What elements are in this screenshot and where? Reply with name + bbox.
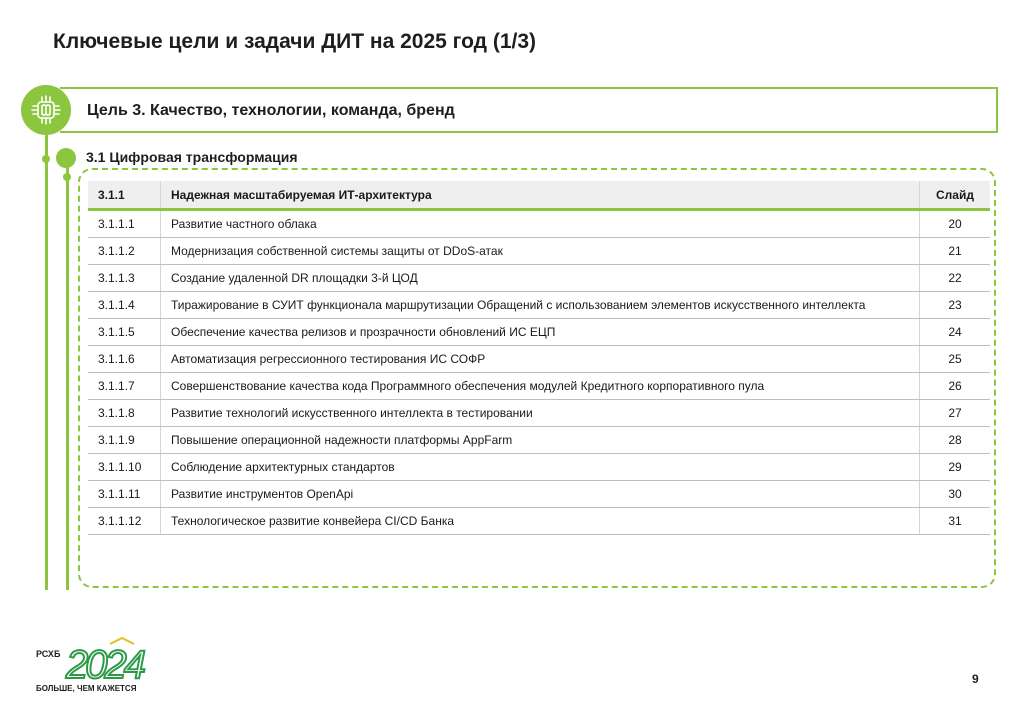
table-row [88,346,990,373]
row-code: 3.1.1.4 [88,292,161,319]
row-code: 3.1.1.3 [88,265,161,292]
table-row [88,454,990,481]
row-slide: 30 [920,481,991,508]
circuit-brain-icon [21,85,71,135]
table-row [88,481,990,508]
tree-line-primary [45,135,48,590]
row-slide: 26 [920,373,991,400]
table-row [88,427,990,454]
tree-node-dot [42,155,50,163]
row-slide: 22 [920,265,991,292]
row-name: Создание удаленной DR площадки 3-й ЦОД [161,265,920,292]
row-code: 3.1.1.6 [88,346,161,373]
page-title: Ключевые цели и задачи ДИТ на 2025 год (1/3) [53,30,537,53]
row-slide: 24 [920,319,991,346]
row-name: Обеспечение качества релизов и прозрачности обновлений ИС ЕЦП [161,319,920,346]
row-code: 3.1.1.12 [88,508,161,535]
row-code: 3.1.1.2 [88,238,161,265]
row-name: Технологическое развитие конвейера CI/CD Банка [161,508,920,535]
table-row [88,210,990,238]
section-bullet [56,148,76,168]
row-name: Тиражирование в СУИТ функционала маршрутизации Обращений с использованием элементов искусственного интеллекта [161,292,920,319]
row-name: Модернизация собственной системы защиты от DDoS-атак [161,238,920,265]
row-name: Развитие технологий искусственного интеллекта в тестировании [161,400,920,427]
row-slide: 23 [920,292,991,319]
row-code: 3.1.1.10 [88,454,161,481]
goal-title: Цель 3. Качество, технологии, команда, бренд [87,102,455,119]
section-title: 3.1 Цифровая трансформация [86,149,298,165]
tasks-table [88,181,990,535]
row-slide: 20 [920,210,991,238]
table-row [88,265,990,292]
header-name: Надежная масштабируемая ИТ-архитектура [161,181,920,210]
row-slide: 28 [920,427,991,454]
row-code: 3.1.1.5 [88,319,161,346]
row-slide: 27 [920,400,991,427]
row-slide: 29 [920,454,991,481]
row-name: Автоматизация регрессионного тестирования ИС СОФР [161,346,920,373]
row-name: Повышение операционной надежности платформы AppFarm [161,427,920,454]
table-row [88,373,990,400]
row-code: 3.1.1.11 [88,481,161,508]
page-number: 9 [972,672,979,686]
table-header-row [88,181,990,210]
header-slide: Слайд [920,181,991,210]
row-name: Соблюдение архитектурных стандартов [161,454,920,481]
table-row [88,319,990,346]
rshb-logo [36,636,166,694]
row-name: Совершенствование качества кода Программного обеспечения модулей Кредитного корпоративного пула [161,373,920,400]
table-row [88,508,990,535]
logo-brand: РСХБ [36,649,61,659]
row-slide: 21 [920,238,991,265]
header-code: 3.1.1 [88,181,161,210]
row-slide: 31 [920,508,991,535]
row-slide: 25 [920,346,991,373]
table-row [88,292,990,319]
row-code: 3.1.1.7 [88,373,161,400]
row-code: 3.1.1.9 [88,427,161,454]
logo-year: 2024 [66,643,143,687]
tree-node-dot [63,173,71,181]
row-code: 3.1.1.8 [88,400,161,427]
table-row [88,400,990,427]
row-code: 3.1.1.1 [88,210,161,238]
logo-tagline: БОЛЬШЕ, ЧЕМ КАЖЕТСЯ [36,684,137,693]
row-name: Развитие частного облака [161,210,920,238]
table-row [88,238,990,265]
tree-line-secondary [66,166,69,590]
row-name: Развитие инструментов OpenApi [161,481,920,508]
